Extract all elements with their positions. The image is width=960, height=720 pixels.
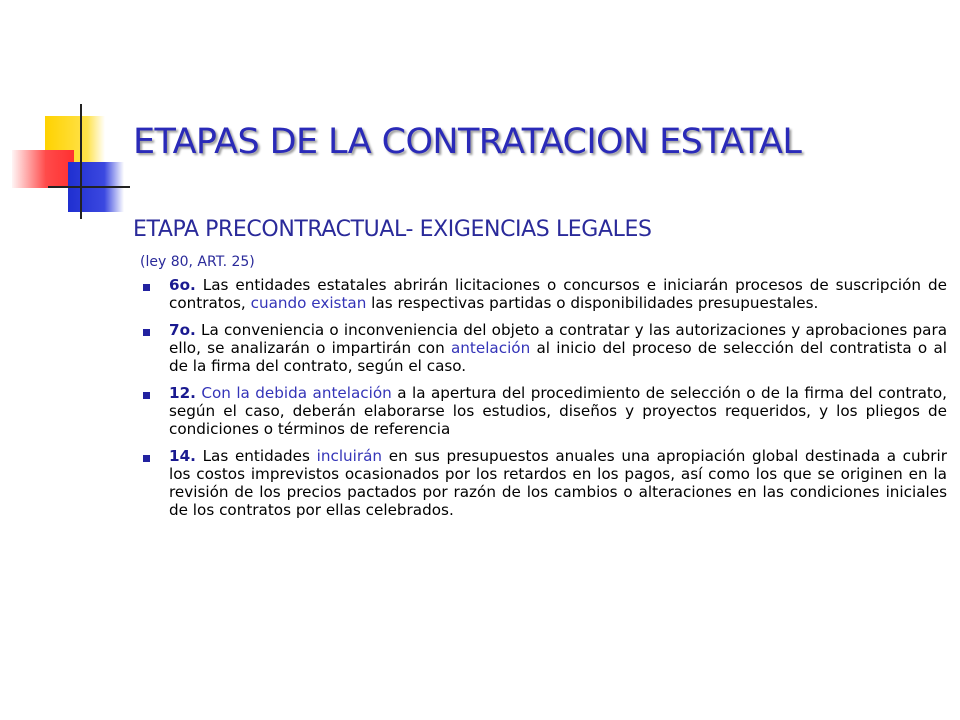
logo-horizontal-line xyxy=(48,186,130,188)
item-body: Las entidades xyxy=(195,447,317,465)
law-reference: (ley 80, ART. 25) xyxy=(140,254,255,270)
item-body: al inicio del proceso de selección del contratista o al de la firma del contrato, según el caso. xyxy=(169,339,947,375)
item-text xyxy=(169,276,947,312)
list-item xyxy=(137,384,947,438)
item-body: Las entidades estatales abrirán licitaciones o concursos e iniciarán procesos de suscripción de contratos, xyxy=(169,276,947,312)
item-text xyxy=(169,447,947,519)
section-subtitle: ETAPA PRECONTRACTUAL- EXIGENCIAS LEGALES xyxy=(133,217,652,242)
logo-red-square xyxy=(12,150,74,188)
square-bullet-icon xyxy=(143,392,150,399)
item-body: en sus presupuestos anuales una apropiación global destinada a cubrir los costos imprevistos ocasionados por los retardos en los pagos, así como los que se originen en la revisión de los precios pactados por razón de los cambios o alteraciones en las condiciones iniciales de los contratos por ellas celebrados. xyxy=(169,447,947,519)
item-text xyxy=(169,384,947,438)
item-body: La conveniencia o inconveniencia del objeto a contratar y las autorizaciones y aprobaciones para ello, se analizarán o impartirán con xyxy=(169,321,947,357)
item-highlight: antelación xyxy=(450,339,531,357)
item-highlight: cuando existan xyxy=(250,294,367,312)
decorative-squares-logo xyxy=(0,100,130,220)
list-item xyxy=(137,447,947,519)
item-body: a la apertura del procedimiento de selección o de la firma del contrato, según el caso, deberán elaborarse los estudios, diseños y proyectos requeridos, y los pliegos de condiciones o términos de referencia xyxy=(169,384,948,438)
slide-title: ETAPAS DE LA CONTRATACION ESTATAL xyxy=(133,122,802,162)
item-body: las respectivas partidas o disponibilidades presupuestales. xyxy=(366,294,819,312)
item-number: 7o. xyxy=(169,321,196,339)
square-bullet-icon xyxy=(143,284,150,291)
item-highlight: incluirán xyxy=(316,447,383,465)
item-number: 6o. xyxy=(169,276,196,294)
list-item xyxy=(137,321,947,375)
item-number: 14. xyxy=(169,447,196,465)
square-bullet-icon xyxy=(143,329,150,336)
square-bullet-icon xyxy=(143,455,150,462)
list-item xyxy=(137,276,947,312)
item-highlight: Con la debida antelación xyxy=(201,384,392,402)
item-text xyxy=(169,321,947,375)
requirements-list xyxy=(137,276,947,528)
logo-vertical-line xyxy=(80,104,82,219)
item-number: 12. xyxy=(169,384,196,402)
